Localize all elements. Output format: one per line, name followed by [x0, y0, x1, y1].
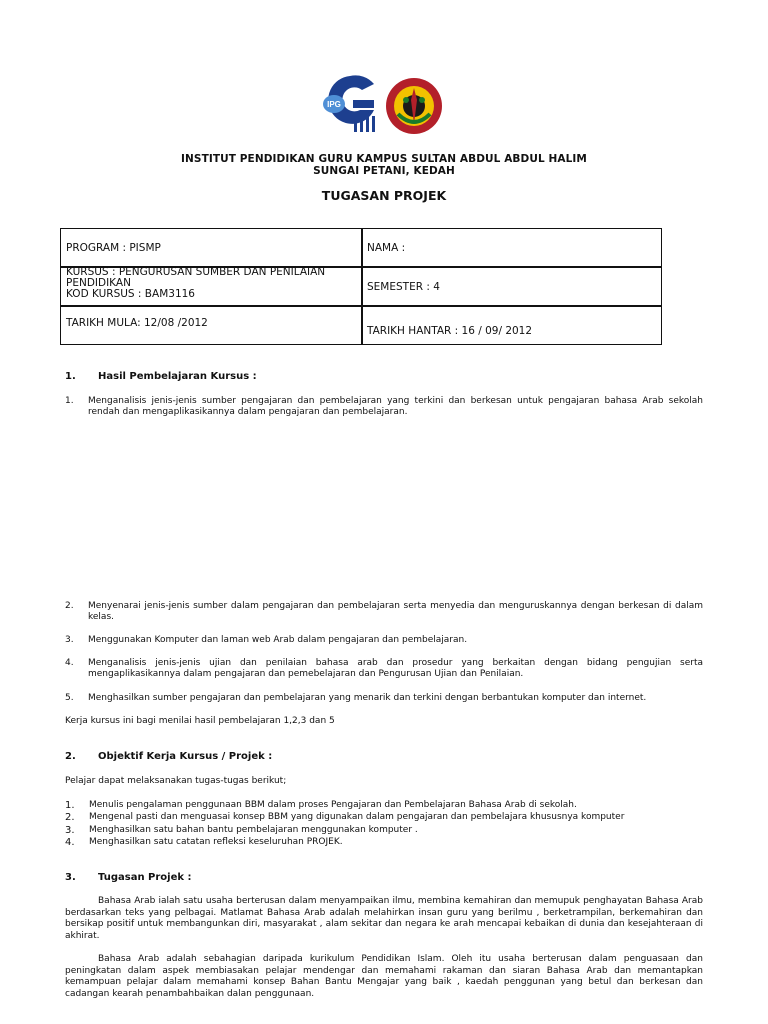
program-cell: [60, 228, 363, 268]
section1-title: Hasil Pembelajaran Kursus :: [98, 371, 257, 382]
paragraph: Bahasa Arab ialah satu usaha berterusan dalam menyampaikan ilmu, membina kemahiran dan memupuk penghayatan Bahasa Arab berdasarkan teks yang pelbagai. Matlamat Bahasa Arab adalah melahirkan insan guru yang berilmu , berketrampilan, berkemahiran dan bersikap positif untuk membangunkan diri, masyarakat , alam sekitar dan negara ke arah mencapai kebaikan di dunia dan kesejahteraan di akhirat.: [65, 896, 703, 941]
logo-group: [320, 70, 446, 138]
document-page: IPG INSTITUT PENDIDIKAN GURU KAMPUS SULTAN ABDUL ABDUL HALIM SUNGAI PETANI, KEDAH TUGASAN PROJEK PROGRAM : PISMP NAMA : KURSUS : PENGURUSAN SUMBER DAN PENILAIAN PENDIDIKAN KOD KURSUS : BAM3116 SEMESTER : 4 TARIKH MULA: 12/08 /2012 TARIKH HANTAR : 16 / 09/ 2012 1. Hasil Pembelajaran Kursus : 1. Menganalisis jenis-jenis sumber pengajaran dan pembelajaran yang terkini dan berkesan untuk pengajaran bahasa Arab sekolah rendah dan mengaplikasikannya dalam pengajaran dan pembelajaran. 2. Menyenarai jenis-jenis sumber dalam pengajaran dan pembelajaran serta menyedia dan menguruskannya dengan berkesan di dalam kelas. 3. Menggunakan Komputer dan laman web Arab dalam pengajaran dan pembelajaran. 4. Menganalisis jenis-jenis ujian dan penilaian bahasa arab dan prosedur yang berkaitan dengan bidang pengujian serta mengaplikasikannya dalam pengajaran dan pemebelajaran dan Pengurusan Ujian dan Penilaian. 5. Menghasilkan sumber pengajaran dan pembelajaran yang menarik dan terkini dengan berbantukan komputer dan internet. Kerja kursus ini bagi menilai hasil pembelajaran 1,2,3 dan 5 2. Objektif Kerja Kursus / Projek : Pelajar dapat melaksanakan tugas-tugas berikut; 1. Menulis pengalaman penggunaan BBM dalam proses Pengajaran dan Pembelajaran Bahasa Arab di sekolah. 2. Mengenal pasti dan menguasai konsep BBM yang digunakan dalam pengajaran dan pembelajara khususnya komputer 3. Menghasilkan satu bahan bantu pembelajaran menggunakan komputer . 4. Menghasilkan satu catatan refleksi keseluruhan PROJEK. 3. Tugasan Projek : Bahasa Arab ialah satu usaha berterusan dalam menyampaikan ilmu, membina kemahiran dan memupuk penghayatan Bahasa Arab berdasarkan teks yang pelbagai. Matlamat Bahasa Arab adalah melahirkan insan guru yang berilmu , berketrampilan, berkemahiran dan bersikap positif untuk membangunkan diri, masyarakat , alam sekitar dan negara ke arah mencapai kebaikan di dunia dan kesejahteraan di akhirat. Bahasa Arab adalah sebahagian daripada kurikulum Pendidikan Islam. Oleh itu usaha berterusan dalam penguasaan dan peningkatan dalam aspek membiasakan pelajar mendengar dan memahami rakaman dan siaran Bahasa Arab dan memantapkan kemampuan pelajar dalam memahami konsep Bahan Bantu Mengajar yang baik , kaedah penggunan yang betul dan berkesan dan cadangan kearah penambahbaikan dalan penggunaan.: [0, 0, 768, 1024]
semester-value: SEMESTER : 4: [367, 281, 440, 293]
kursus-line1: KURSUS : PENGURUSAN SUMBER DAN PENILAIAN: [66, 266, 326, 278]
institute-location: SUNGAI PETANI, KEDAH: [313, 165, 455, 177]
institute-name: INSTITUT PENDIDIKAN GURU KAMPUS SULTAN ABDUL ABDUL HALIM: [181, 153, 587, 165]
section3-title: Tugasan Projek :: [98, 872, 192, 883]
tarikh-mula-value: TARIKH MULA: 12/08 /2012: [66, 317, 208, 329]
section3-number: 3.: [65, 872, 76, 883]
semester-cell: [361, 266, 662, 307]
course-info-table: [60, 228, 662, 345]
tarikh-hantar-cell: [361, 305, 662, 345]
nama-label: NAMA :: [367, 242, 406, 254]
section2-number: 2.: [65, 751, 76, 762]
tarikh-hantar-value: TARIKH HANTAR : 16 / 09/ 2012: [367, 325, 533, 337]
kampus-crest-logo: [384, 70, 444, 138]
list-item: 4. Menganalisis jenis-jenis ujian dan penilaian bahasa arab dan prosedur yang berkaitan dengan bidang pengujian serta mengaplikasikannya dalam pengajaran dan pemebelajaran dan Pengurusan Ujian dan Penilaian.: [65, 658, 703, 679]
kursus-cell: [60, 266, 363, 307]
section2-intro: Pelajar dapat melaksanakan tugas-tugas berikut;: [65, 776, 287, 786]
list-item: 2. Menyenarai jenis-jenis sumber dalam pengajaran dan pembelajaran serta menyedia dan menguruskannya dengan berkesan di dalam kelas.: [65, 601, 703, 622]
kod-kursus: KOD KURSUS : BAM3116: [66, 288, 195, 300]
tarikh-mula-cell: [60, 305, 363, 345]
list-item: 1. Menganalisis jenis-jenis sumber pengajaran dan pembelajaran yang terkini dan berkesan untuk pengajaran bahasa Arab sekolah rendah dan mengaplikasikannya dalam pengajaran dan pembelajaran.: [65, 396, 703, 417]
document-title: TUGASAN PROJEK: [321, 188, 447, 203]
list-item: 5. Menghasilkan sumber pengajaran dan pembelajaran yang menarik dan terkini dengan berbantukan komputer dan internet.: [65, 693, 647, 703]
kursus-line2: PENDIDIKAN: [66, 277, 131, 289]
paragraph: Bahasa Arab adalah sebahagian daripada kurikulum Pendidikan Islam. Oleh itu usaha berterusan dalam penguasaan dan peningkatan dalam aspek membiasakan pelajar mendengar dan memahami rakaman dan siaran Bahasa Arab dan memantapkan kemampuan pelajar dalam memahami konsep Bahan Bantu Mengajar yang baik , kaedah penggunan yang betul dan berkesan dan cadangan kearah penambahbaikan dalan penggunaan.: [65, 954, 703, 999]
section2-title: Objektif Kerja Kursus / Projek :: [98, 751, 273, 762]
ipg-logo: [320, 70, 380, 138]
nama-cell: [361, 228, 662, 268]
list-item: 3. Menggunakan Komputer dan laman web Arab dalam pengajaran dan pembelajaran.: [65, 635, 468, 645]
section1-number: 1.: [65, 371, 76, 382]
assessment-note: Kerja kursus ini bagi menilai hasil pembelajaran 1,2,3 dan 5: [65, 716, 335, 726]
ipg-logo-text: IPG: [327, 100, 341, 109]
program-value: PROGRAM : PISMP: [66, 242, 161, 254]
